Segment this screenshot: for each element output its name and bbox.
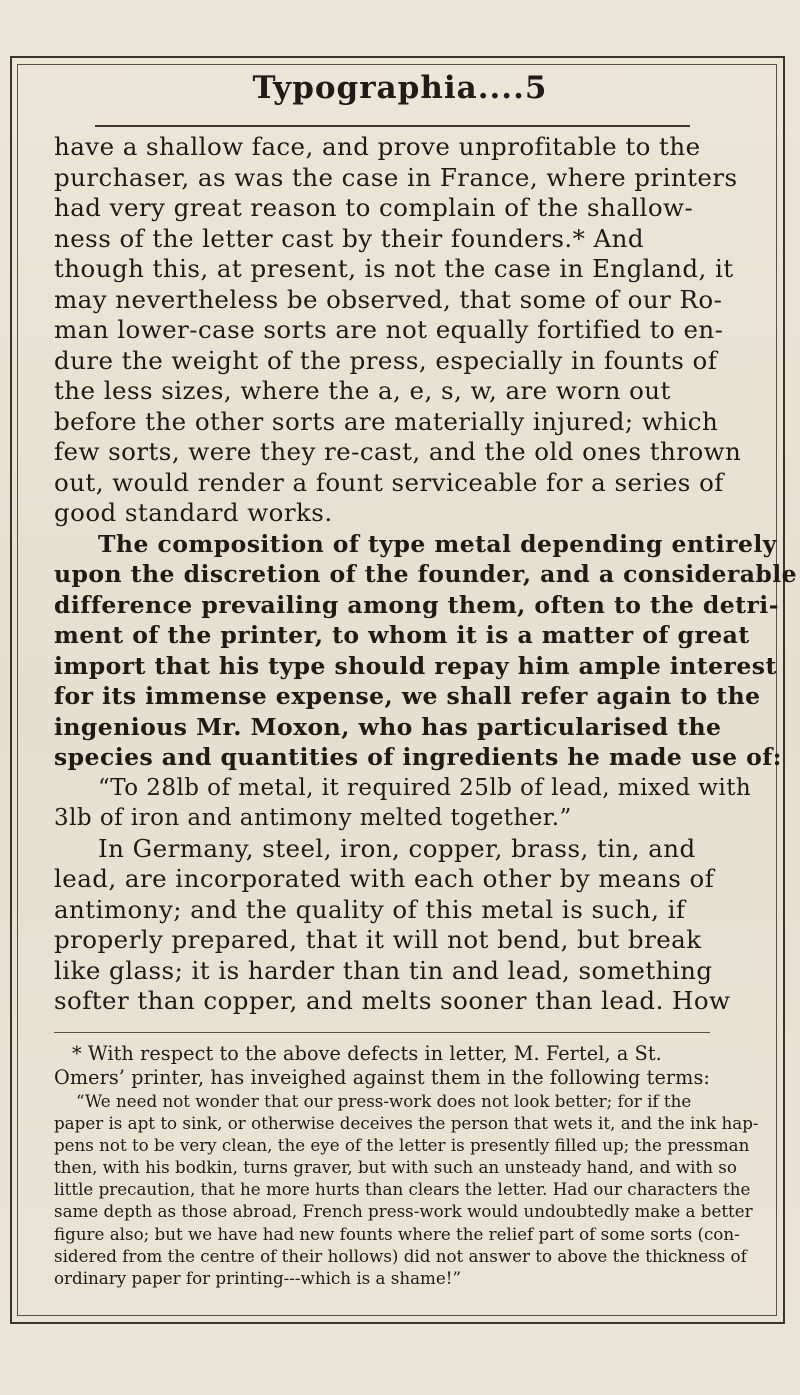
body-line: antimony; and the quality of this metal is such, if [54,894,686,924]
body-line: like glass; it is harder than tin and lead, something [54,955,713,985]
footnote-line: figure also; but we have had new founts where the relief part of some sorts (con- [54,1223,740,1244]
footnote-line: little precaution, that he more hurts than clears the letter. Had our characters the [54,1179,751,1200]
body-line: had very great reason to complain of the shallow- [54,193,694,222]
body-line: In Germany, steel, iron, copper, brass, tin, and [98,833,696,863]
body-line: for its immense expense, we shall refer again to the [54,682,761,710]
body-line: ment of the printer, to whom it is a matter of great [54,621,750,649]
body-line: species and quantities of ingredients he made use of: [54,743,782,771]
footnote-line: sidered from the centre of their hollows) did not answer to above the thickness of [54,1245,747,1266]
body-line: have a shallow face, and prove unprofitable to the [54,132,701,161]
body-line: may nevertheless be observed, that some of our Ro- [54,284,723,314]
body-line: properly prepared, that it will not bend, but break [54,925,702,954]
footnote-line: pens not to be very clean, the eye of the letter is presently filled up; the pressman [54,1135,750,1156]
body-line: few sorts, were they re-cast, and the old ones thrown [54,437,742,466]
footnote-line: Omers’ printer, has inveighed against them in the following terms: [54,1066,710,1089]
quotation-line: “To 28lb of metal, it required 25lb of lead, mixed with [98,774,752,801]
body-line: out, would render a fount serviceable for a series of [54,467,724,497]
main-text [54,132,798,1017]
footnote-line: * With respect to the above defects in letter, M. Fertel, a St. [72,1042,662,1065]
body-line: before the other sorts are materially injured; which [54,406,719,436]
body-line: ness of the letter cast by their founders.* And [54,223,645,253]
body-line: dure the weight of the press, especially in founts of [54,345,718,375]
body-line: difference prevailing among them, often to the detri- [54,590,779,619]
header-rule [95,125,690,127]
body-line: good standard works. [54,498,333,527]
running-header: Typographia....5 [252,70,548,106]
body-line: The composition of type metal depending entirely [98,529,777,558]
footnote-line: “We need not wonder that our press-work does not look better; for if the [76,1091,692,1111]
body-line: softer than copper, and melts sooner than lead. How [54,986,731,1015]
footnote-line: paper is apt to sink, or otherwise deceives the person that wets it, and the ink hap- [54,1113,759,1134]
body-line: man lower-case sorts are not equally fortified to en- [54,315,724,344]
body-line: the less sizes, where the a, e, s, w, are worn out [54,376,671,405]
footnote-rule [54,1032,710,1033]
body-line: ingenious Mr. Moxon, who has particularised the [54,712,722,741]
footnote-line: then, with his bodkin, turns graver, but with such an unsteady hand, and with so [54,1157,737,1178]
body-line: import that his type should repay him ample interest [54,651,777,680]
body-line: lead, are incorporated with each other by means of [54,864,715,893]
footnote [54,1042,759,1289]
body-line: upon the discretion of the founder, and a considerable [54,560,798,588]
body-line: purchaser, as was the case in France, where printers [54,162,738,192]
quotation-line: 3lb of iron and antimony melted together.” [54,805,572,831]
body-line: though this, at present, is not the case in England, it [54,254,734,283]
footnote-line: ordinary paper for printing---which is a shame!” [54,1267,461,1288]
footnote-line: same depth as those abroad, French press-work would undoubtedly make a better [54,1201,753,1222]
